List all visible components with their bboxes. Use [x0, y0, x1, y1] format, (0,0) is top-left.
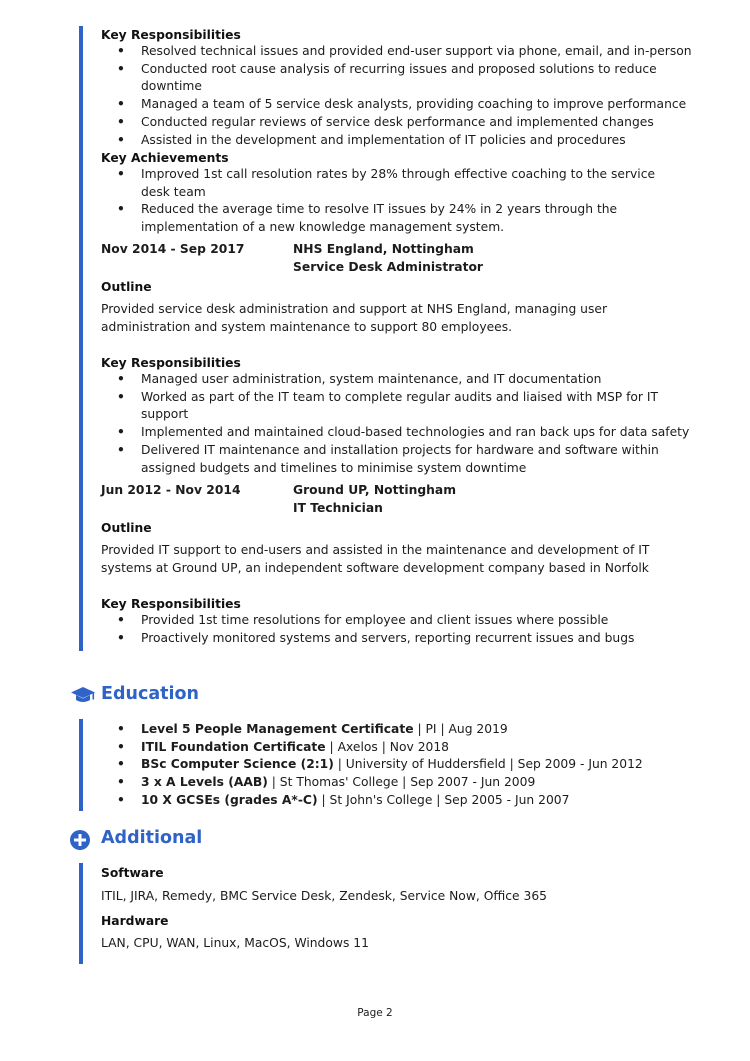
education-item-title: ITIL Foundation Certificate: [141, 739, 326, 754]
education-item: [101, 756, 701, 774]
education-item-detail: | Axelos | Nov 2018: [325, 739, 449, 754]
plus-circle-icon: [69, 829, 91, 855]
responsibilities-list: [101, 43, 701, 149]
role3-dates: Jun 2012 - Nov 2014: [101, 483, 241, 497]
role2-dates: Nov 2014 - Sep 2017: [101, 242, 245, 256]
achievements-list: [101, 166, 686, 237]
education-item-detail: | PI | Aug 2019: [413, 722, 508, 736]
list-item: • Reduced the average time to resolve IT issues by 24% in 2 years through the implementation of a new knowledge management system.: [101, 201, 686, 236]
education-item-title: BSc Computer Science (2:1): [141, 757, 334, 772]
list-item: • Provided 1st time resolutions for employee and client issues where possible: [101, 612, 691, 630]
list-item: • Managed user administration, system maintenance, and IT documentation: [101, 371, 691, 389]
list-item: • Delivered IT maintenance and installation projects for hardware and software within assigned budgets and timelines to minimise system downtime: [101, 442, 691, 477]
list-item: • Managed a team of 5 service desk analysts, providing coaching to improve performance: [101, 96, 701, 114]
role2-company: NHS England, Nottingham: [293, 242, 474, 256]
education-item-detail: | St John's College | Sep 2005 - Jun 2007: [317, 792, 570, 807]
role3-outline-block: [101, 521, 691, 578]
education-item-detail: | University of Huddersfield | Sep 2009 - Jun 2012: [333, 757, 643, 772]
education-list: [101, 721, 701, 810]
role2-responsibilities-block: [101, 356, 691, 477]
list-item: • Improved 1st call resolution rates by 28% through effective coaching to the service desk team: [101, 166, 686, 201]
graduation-cap-icon: [70, 686, 96, 708]
role3-title: IT Technician: [293, 501, 383, 515]
role2-company-title: [293, 240, 593, 276]
outline-text: Provided IT support to end-users and assisted in the maintenance and development of IT systems at Ground UP, an independent software development company based in Norfolk: [101, 543, 650, 575]
outline-heading: Outline: [101, 280, 152, 294]
role1-responsibilities-block: [101, 28, 701, 149]
education-item: [101, 774, 701, 792]
additional-title: Additional: [101, 828, 203, 848]
role3-company-title: [293, 481, 593, 517]
education-item: [101, 739, 701, 757]
hardware-text: LAN, CPU, WAN, Linux, MacOS, Windows 11: [101, 935, 369, 950]
additional-accent-bar: [79, 863, 83, 964]
role3-company: Ground UP, Nottingham: [293, 483, 457, 497]
education-item: [101, 792, 701, 810]
experience-accent-bar: [79, 26, 83, 651]
role2-title: Service Desk Administrator: [293, 260, 483, 274]
responsibilities-list: [101, 612, 691, 647]
list-item: • Proactively monitored systems and servers, reporting recurrent issues and bugs: [101, 630, 691, 648]
hardware-heading: Hardware: [101, 913, 169, 928]
education-item: [101, 721, 701, 739]
list-item: • Resolved technical issues and provided end-user support via phone, email, and in-person: [101, 43, 701, 61]
list-item: • Worked as part of the IT team to complete regular audits and liaised with MSP for IT support: [101, 389, 691, 424]
responsibilities-list: [101, 371, 691, 477]
education-item-detail: | St Thomas' College | Sep 2007 - Jun 2009: [267, 775, 536, 790]
key-responsibilities-heading: Key Responsibilities: [101, 28, 241, 42]
key-responsibilities-heading: Key Responsibilities: [101, 356, 241, 370]
role3-responsibilities-block: [101, 597, 691, 647]
software-heading: Software: [101, 866, 164, 880]
education-block: [101, 721, 701, 810]
software-text: ITIL, JIRA, Remedy, BMC Service Desk, Zendesk, Service Now, Office 365: [101, 889, 547, 903]
list-item: • Conducted regular reviews of service desk performance and implemented changes: [101, 114, 701, 132]
page-number: Page 2: [357, 1007, 393, 1019]
list-item: • Assisted in the development and implementation of IT policies and procedures: [101, 132, 701, 150]
role1-achievements-block: [101, 151, 701, 237]
outline-heading: Outline: [101, 521, 152, 535]
education-item-title: Level 5 People Management Certificate: [141, 722, 414, 736]
key-achievements-heading: Key Achievements: [101, 151, 229, 165]
education-item-title: 3 x A Levels (AAB): [141, 775, 268, 790]
education-accent-bar: [79, 719, 83, 811]
education-title: Education: [101, 684, 199, 704]
outline-text: Provided service desk administration and support at NHS England, managing user administration and system maintenance to support 80 employees.: [101, 302, 608, 334]
list-item: • Conducted root cause analysis of recurring issues and proposed solutions to reduce downtime: [101, 61, 701, 96]
additional-block: [101, 866, 701, 953]
education-item-title: 10 X GCSEs (grades A*-C): [141, 792, 318, 807]
key-responsibilities-heading: Key Responsibilities: [101, 597, 241, 611]
role2-outline-block: [101, 280, 691, 337]
list-item: • Implemented and maintained cloud-based technologies and ran back ups for data safety: [101, 424, 691, 442]
